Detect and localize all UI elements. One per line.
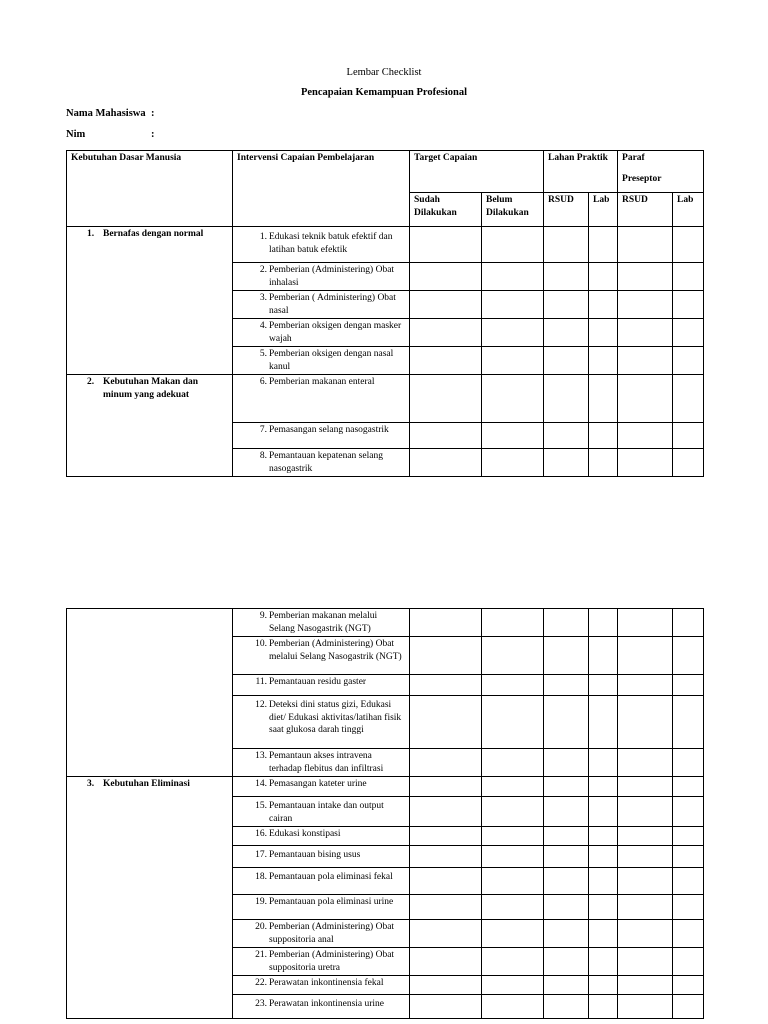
- item-number: 7.: [259, 425, 267, 435]
- checkbox-cell[interactable]: [410, 423, 482, 449]
- nama-mahasiswa-colon: :: [151, 108, 155, 119]
- item-number: 13.: [255, 751, 267, 761]
- intervensi-item: [233, 827, 410, 846]
- item-text: Pemberian (Administering) Obat suppositoria uretra: [269, 950, 395, 973]
- item-text: Pemberian (Administering) Obat melalui Selang Nasogastrik (NGT): [269, 639, 402, 662]
- checkbox-cell[interactable]: [410, 995, 482, 1019]
- item-text: Edukasi konstipasi: [269, 829, 341, 839]
- checkbox-cell[interactable]: [410, 895, 482, 920]
- checkbox-cell[interactable]: [618, 995, 673, 1019]
- checkbox-cell[interactable]: [673, 347, 704, 375]
- checkbox-cell[interactable]: [589, 291, 618, 319]
- item-text: Pemberian (Administering) Obat inhalasi: [269, 265, 395, 288]
- kdm-category: [67, 777, 233, 1019]
- checkbox-cell[interactable]: [482, 675, 544, 696]
- item-text: Pemberian ( Administering) Obat nasal: [269, 293, 396, 316]
- checkbox-cell[interactable]: [673, 609, 704, 637]
- intervensi-item: [233, 976, 410, 995]
- checkbox-cell[interactable]: [589, 375, 618, 423]
- checkbox-cell[interactable]: [618, 846, 673, 868]
- checkbox-cell[interactable]: [544, 827, 589, 846]
- checkbox-cell[interactable]: [482, 347, 544, 375]
- header-intervensi: Intervensi Capaian Pembelajaran: [233, 151, 410, 227]
- checkbox-cell[interactable]: [544, 675, 589, 696]
- checkbox-cell[interactable]: [589, 637, 618, 675]
- checkbox-cell[interactable]: [618, 609, 673, 637]
- nim-colon: :: [151, 129, 155, 140]
- item-number: 18.: [255, 872, 267, 882]
- checkbox-cell[interactable]: [544, 609, 589, 637]
- checkbox-cell[interactable]: [589, 976, 618, 995]
- document-title: Lembar Checklist: [346, 67, 422, 78]
- checkbox-cell[interactable]: [673, 319, 704, 347]
- item-text: Pemantauan pola eliminasi fekal: [269, 872, 393, 882]
- checkbox-cell[interactable]: [410, 375, 482, 423]
- checkbox-cell[interactable]: [482, 227, 544, 263]
- checkbox-cell[interactable]: [618, 696, 673, 749]
- checkbox-cell[interactable]: [673, 777, 704, 797]
- checkbox-cell[interactable]: [673, 995, 704, 1019]
- checkbox-cell[interactable]: [589, 995, 618, 1019]
- checkbox-cell[interactable]: [589, 347, 618, 375]
- item-text: Pemberian makanan enteral: [269, 377, 375, 387]
- kdm-label: Kebutuhan Makan dan minum yang adekuat: [103, 377, 199, 400]
- item-number: 12.: [255, 700, 267, 710]
- checkbox-cell[interactable]: [410, 868, 482, 895]
- checkbox-cell[interactable]: [589, 920, 618, 948]
- checkbox-cell[interactable]: [618, 347, 673, 375]
- kdm-label: Bernafas dengan normal: [103, 229, 204, 239]
- checkbox-cell[interactable]: [673, 868, 704, 895]
- checkbox-cell[interactable]: [482, 263, 544, 291]
- kdm-label: Kebutuhan Eliminasi: [103, 779, 190, 789]
- checkbox-cell[interactable]: [618, 227, 673, 263]
- checkbox-cell[interactable]: [482, 920, 544, 948]
- checkbox-cell[interactable]: [482, 375, 544, 423]
- header-lahan-praktik: Lahan Praktik: [544, 151, 618, 193]
- checkbox-cell[interactable]: [410, 609, 482, 637]
- checkbox-cell[interactable]: [482, 827, 544, 846]
- item-number: 19.: [255, 897, 267, 907]
- checkbox-cell[interactable]: [482, 291, 544, 319]
- checkbox-cell[interactable]: [410, 291, 482, 319]
- checkbox-cell[interactable]: [544, 976, 589, 995]
- item-text: Pemberian oksigen dengan nasal kanul: [269, 349, 394, 372]
- table-row: [67, 777, 704, 797]
- item-text: Pemantaun akses intravena terhadap flebitus dan infiltrasi: [269, 751, 384, 774]
- checkbox-cell[interactable]: [482, 976, 544, 995]
- header-lahan-rsud: RSUD: [544, 193, 589, 227]
- header-lahan-lab: Lab: [589, 193, 618, 227]
- checkbox-cell[interactable]: [544, 696, 589, 749]
- intervensi-item: [233, 637, 410, 675]
- item-number: 21.: [255, 950, 267, 960]
- checkbox-cell[interactable]: [410, 347, 482, 375]
- nim-label: Nim: [66, 129, 86, 140]
- checkbox-cell[interactable]: [589, 449, 618, 477]
- checkbox-cell[interactable]: [410, 637, 482, 675]
- checkbox-cell[interactable]: [589, 846, 618, 868]
- intervensi-item: [233, 749, 410, 777]
- item-number: 2.: [259, 265, 267, 275]
- checkbox-cell[interactable]: [589, 319, 618, 347]
- item-text: Pemantauan residu gaster: [269, 677, 367, 687]
- checkbox-cell[interactable]: [544, 920, 589, 948]
- item-number: 16.: [255, 829, 267, 839]
- item-text: Pemberian oksigen dengan masker wajah: [269, 321, 402, 344]
- item-number: 14.: [255, 779, 267, 789]
- checkbox-cell[interactable]: [589, 423, 618, 449]
- checkbox-cell[interactable]: [410, 976, 482, 995]
- checkbox-cell[interactable]: [673, 797, 704, 827]
- checkbox-cell[interactable]: [482, 637, 544, 675]
- checkbox-cell[interactable]: [618, 868, 673, 895]
- checkbox-cell[interactable]: [618, 948, 673, 976]
- checkbox-cell[interactable]: [410, 749, 482, 777]
- checkbox-cell[interactable]: [589, 777, 618, 797]
- checkbox-cell[interactable]: [589, 948, 618, 976]
- checkbox-cell[interactable]: [544, 319, 589, 347]
- checkbox-cell[interactable]: [482, 846, 544, 868]
- checkbox-cell[interactable]: [673, 696, 704, 749]
- intervensi-item: [233, 696, 410, 749]
- item-text: Perawatan inkontinensia urine: [269, 999, 385, 1009]
- checklist-table-1: [66, 150, 704, 477]
- checkbox-cell[interactable]: [482, 609, 544, 637]
- checkbox-cell[interactable]: [618, 777, 673, 797]
- item-number: 8.: [259, 451, 267, 461]
- checkbox-cell[interactable]: [673, 846, 704, 868]
- checkbox-cell[interactable]: [673, 749, 704, 777]
- intervensi-item: [233, 920, 410, 948]
- item-text: Deteksi dini status gizi, Edukasi diet/ Edukasi aktivitas/latihan fisik saat glukosa darah tinggi: [269, 700, 402, 735]
- checkbox-cell[interactable]: [482, 995, 544, 1019]
- item-number: 3.: [259, 293, 267, 303]
- checkbox-cell[interactable]: [410, 827, 482, 846]
- checkbox-cell[interactable]: [618, 827, 673, 846]
- item-number: 6.: [259, 377, 267, 387]
- checkbox-cell[interactable]: [618, 291, 673, 319]
- checkbox-cell[interactable]: [673, 423, 704, 449]
- checkbox-cell[interactable]: [544, 777, 589, 797]
- item-number: 17.: [255, 850, 267, 860]
- kdm-number: 2.: [87, 377, 95, 387]
- checkbox-cell[interactable]: [482, 423, 544, 449]
- intervensi-item: [233, 777, 410, 797]
- checkbox-cell[interactable]: [410, 449, 482, 477]
- checkbox-cell[interactable]: [544, 868, 589, 895]
- checkbox-cell[interactable]: [482, 696, 544, 749]
- field-nim: [66, 129, 155, 140]
- intervensi-item: [233, 948, 410, 976]
- checkbox-cell[interactable]: [673, 291, 704, 319]
- checkbox-cell[interactable]: [410, 696, 482, 749]
- item-text: Pemberian makanan melalui Selang Nasogastrik (NGT): [269, 611, 378, 634]
- checkbox-cell[interactable]: [673, 948, 704, 976]
- kdm-category: [67, 375, 233, 477]
- intervensi-item: [233, 797, 410, 827]
- checkbox-cell[interactable]: [589, 609, 618, 637]
- checkbox-cell[interactable]: [618, 797, 673, 827]
- checklist-table-2: [66, 608, 704, 1019]
- checkbox-cell[interactable]: [618, 976, 673, 995]
- checkbox-cell[interactable]: [589, 263, 618, 291]
- checkbox-cell[interactable]: [544, 263, 589, 291]
- kdm-number: 3.: [87, 779, 95, 789]
- item-number: 5.: [259, 349, 267, 359]
- checkbox-cell[interactable]: [410, 920, 482, 948]
- intervensi-item: [233, 995, 410, 1019]
- checkbox-cell[interactable]: [544, 995, 589, 1019]
- checkbox-cell[interactable]: [618, 637, 673, 675]
- checkbox-cell[interactable]: [482, 868, 544, 895]
- checkbox-cell[interactable]: [544, 449, 589, 477]
- checkbox-cell[interactable]: [589, 827, 618, 846]
- header-paraf-preseptor: [618, 151, 704, 193]
- item-text: Pemasangan selang nasogastrik: [269, 425, 389, 435]
- checkbox-cell[interactable]: [544, 749, 589, 777]
- checkbox-cell[interactable]: [673, 375, 704, 423]
- intervensi-item: [233, 319, 410, 347]
- checkbox-cell[interactable]: [544, 948, 589, 976]
- checkbox-cell[interactable]: [673, 263, 704, 291]
- intervensi-item: [233, 375, 410, 423]
- checkbox-cell[interactable]: [482, 797, 544, 827]
- item-text: Pemantauan bising usus: [269, 850, 361, 860]
- kdm-number: 1.: [87, 229, 95, 239]
- intervensi-item: [233, 423, 410, 449]
- item-text: Edukasi teknik batuk efektif dan latihan batuk efektik: [269, 232, 393, 255]
- checkbox-cell[interactable]: [589, 696, 618, 749]
- header-belum-dilakukan: Belum Dilakukan: [482, 193, 544, 227]
- checkbox-cell[interactable]: [589, 675, 618, 696]
- checkbox-cell[interactable]: [589, 895, 618, 920]
- header-preseptor: Preseptor: [622, 173, 662, 184]
- checkbox-cell[interactable]: [544, 227, 589, 263]
- checkbox-cell[interactable]: [544, 637, 589, 675]
- kdm-category: [67, 227, 233, 375]
- item-text: Pemasangan kateter urine: [269, 779, 367, 789]
- checkbox-cell[interactable]: [410, 319, 482, 347]
- intervensi-item: [233, 846, 410, 868]
- intervensi-item: [233, 868, 410, 895]
- table-row: [67, 375, 704, 423]
- header-sudah-dilakukan: Sudah Dilakukan: [410, 193, 482, 227]
- intervensi-item: [233, 227, 410, 263]
- intervensi-item: [233, 347, 410, 375]
- checkbox-cell[interactable]: [410, 227, 482, 263]
- checkbox-cell[interactable]: [589, 868, 618, 895]
- checkbox-cell[interactable]: [673, 827, 704, 846]
- checkbox-cell[interactable]: [482, 449, 544, 477]
- checkbox-cell[interactable]: [673, 449, 704, 477]
- intervensi-item: [233, 449, 410, 477]
- checkbox-cell[interactable]: [410, 777, 482, 797]
- checkbox-cell[interactable]: [673, 976, 704, 995]
- item-number: 10.: [255, 639, 267, 649]
- checkbox-cell[interactable]: [482, 777, 544, 797]
- intervensi-item: [233, 895, 410, 920]
- document-subtitle: Pencapaian Kemampuan Profesional: [300, 87, 468, 98]
- checkbox-cell[interactable]: [618, 920, 673, 948]
- checkbox-cell[interactable]: [410, 846, 482, 868]
- checkbox-cell[interactable]: [544, 347, 589, 375]
- intervensi-item: [233, 263, 410, 291]
- intervensi-item: [233, 675, 410, 696]
- item-text: Perawatan inkontinensia fekal: [269, 978, 384, 988]
- checkbox-cell[interactable]: [618, 423, 673, 449]
- checkbox-cell[interactable]: [410, 948, 482, 976]
- checkbox-cell[interactable]: [673, 895, 704, 920]
- checkbox-cell[interactable]: [544, 291, 589, 319]
- checkbox-cell[interactable]: [618, 319, 673, 347]
- checkbox-cell[interactable]: [482, 749, 544, 777]
- checkbox-cell[interactable]: [589, 797, 618, 827]
- checkbox-cell[interactable]: [589, 749, 618, 777]
- checkbox-cell[interactable]: [482, 895, 544, 920]
- checkbox-cell[interactable]: [618, 375, 673, 423]
- item-number: 20.: [255, 922, 267, 932]
- checkbox-cell[interactable]: [482, 319, 544, 347]
- item-text: Pemantauan intake dan output cairan: [269, 801, 384, 824]
- checkbox-cell[interactable]: [618, 263, 673, 291]
- item-number: 4.: [259, 321, 267, 331]
- item-text: Pemantauan kepatenan selang nasogastrik: [269, 451, 383, 474]
- table-row: [67, 227, 704, 263]
- checkbox-cell[interactable]: [544, 797, 589, 827]
- header-kdm: Kebutuhan Dasar Manusia: [67, 151, 233, 227]
- checkbox-cell[interactable]: [618, 749, 673, 777]
- field-nama-mahasiswa: [66, 108, 155, 119]
- checkbox-cell[interactable]: [589, 227, 618, 263]
- header-paraf-lab: Lab: [673, 193, 704, 227]
- header-paraf: Paraf: [622, 153, 645, 163]
- checkbox-cell[interactable]: [544, 895, 589, 920]
- checkbox-cell[interactable]: [673, 227, 704, 263]
- checkbox-cell[interactable]: [544, 846, 589, 868]
- checkbox-cell[interactable]: [673, 675, 704, 696]
- table-row: [67, 609, 704, 637]
- checkbox-cell[interactable]: [410, 675, 482, 696]
- header-paraf-rsud: RSUD: [618, 193, 673, 227]
- item-number: 15.: [255, 801, 267, 811]
- item-number: 9.: [259, 611, 267, 621]
- item-number: 22.: [255, 978, 267, 988]
- header-target-capaian: Target Capaian: [410, 151, 544, 193]
- intervensi-item: [233, 609, 410, 637]
- item-number: 1.: [259, 232, 267, 242]
- checkbox-cell[interactable]: [544, 423, 589, 449]
- checkbox-cell[interactable]: [673, 637, 704, 675]
- item-number: 23.: [255, 999, 267, 1009]
- checkbox-cell[interactable]: [618, 895, 673, 920]
- intervensi-item: [233, 291, 410, 319]
- checkbox-cell[interactable]: [673, 920, 704, 948]
- checkbox-cell[interactable]: [410, 263, 482, 291]
- checkbox-cell[interactable]: [410, 797, 482, 827]
- item-text: Pemantauan pola eliminasi urine: [269, 897, 394, 907]
- kdm-category-continued: [67, 609, 233, 777]
- checkbox-cell[interactable]: [482, 948, 544, 976]
- checkbox-cell[interactable]: [618, 675, 673, 696]
- item-number: 11.: [255, 677, 267, 687]
- checkbox-cell[interactable]: [544, 375, 589, 423]
- checkbox-cell[interactable]: [618, 449, 673, 477]
- item-text: Pemberian (Administering) Obat suppositoria anal: [269, 922, 395, 945]
- nama-mahasiswa-label: Nama Mahasiswa: [66, 108, 146, 119]
